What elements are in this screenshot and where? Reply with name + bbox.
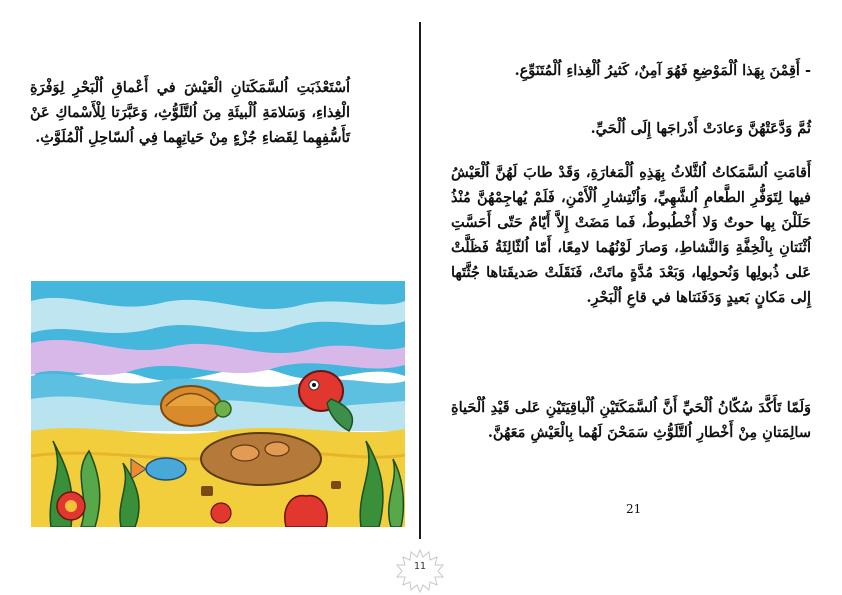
page-divider [419,22,421,539]
right-paragraph-4: وَلَمّا تَأَكَّدَ سُكّانُ اُلْحَيِّ أَنَّ اُلسَّمَكَتَيْنِ اُلْباقِيَتَيْنِ عَلى قَيْدِ اُلْحَياةِ سالِمَتانِ مِنْ أَخْطارِ اُلتَّلَوُّثِ سَمَحْنَ لَهُما بِالْعَيْشِ مَعَهُنَّ. [451,399,811,441]
left-page [0,0,418,540]
right-page [423,0,842,540]
right-paragraph-1: - أَقِمْنَ بِهَذا اُلْمَوْضِعِ فَهُوَ آمِنٌ، كَثيرُ اُلْغِذاءِ اُلْمُتَنَوِّعِ. [514,62,811,79]
right-paragraph-2: ثُمَّ وَدَّعَتْهُنَّ وَعادَتْ أَدْراجَها إِلَى اُلْحَيِّ. [590,120,811,137]
illustration-fish-underwater [31,281,405,527]
left-paragraph: اُسْتَعْذَبَتِ اُلسَّمَكَتانِ الْعَيْشَ في أَعْماقِ اُلْبَحْرِ لِوَفْرَةِ الْغِذاءِ، وَسَلامَةِ اُلْبيئَةِ مِنَ اُلتَّلَوُّثِ، وَعَبَّرَتا لِلْأَسْماكِ عَنْ تَأَسُّفِهِما لِقَضاءِ جُزْءٍ مِنْ حَياتِهِما فِي اُلسّاحِلِ اُلْمُلَوَّثِ. [30,78,350,146]
footer-page-number: 11 [413,561,427,572]
right-paragraph-3: أَقامَتِ اُلسَّمَكاتُ اُلثَّلاثُ بِهَذِهِ اُلْمَغارَةِ، وَقَدْ طابَ لَهُنَّ اُلْعَيْشُ فيها لِتَوَفُّرِ الطَّعامِ اُلشَّهِيِّ، وَاُنْتِشارِ اُلْأَمْنِ، فَلَمْ يُهاجِمْهُنَّ مُنْذُ حَلَلْنَ بِها حوتٌ وَلا أُخْطُبوطٌ، فَما مَضَتْ إِلاَّ أَيّامٌ حَتّى أَحَسَّتِ اُثْنَتانِ بِالْخِفَّةِ وَالنَّشاطِ، وَصارَ لَوْنُهُما لامِعًا، أَمّا اُلثّالِثَةُ فَظَلَّتْ عَلى ذُبولِها وَنُحولِها، وَبَعْدَ مُدَّةٍ ماتَتْ، فَنَقَلَتْ صَديقَتاها جُثَّتَها إِلى مَكانٍ بَعيدٍ وَدَفَنَتاها في قاعِ اُلْبَحْرِ. [451,164,811,306]
right-page-number: 21 [626,502,642,516]
